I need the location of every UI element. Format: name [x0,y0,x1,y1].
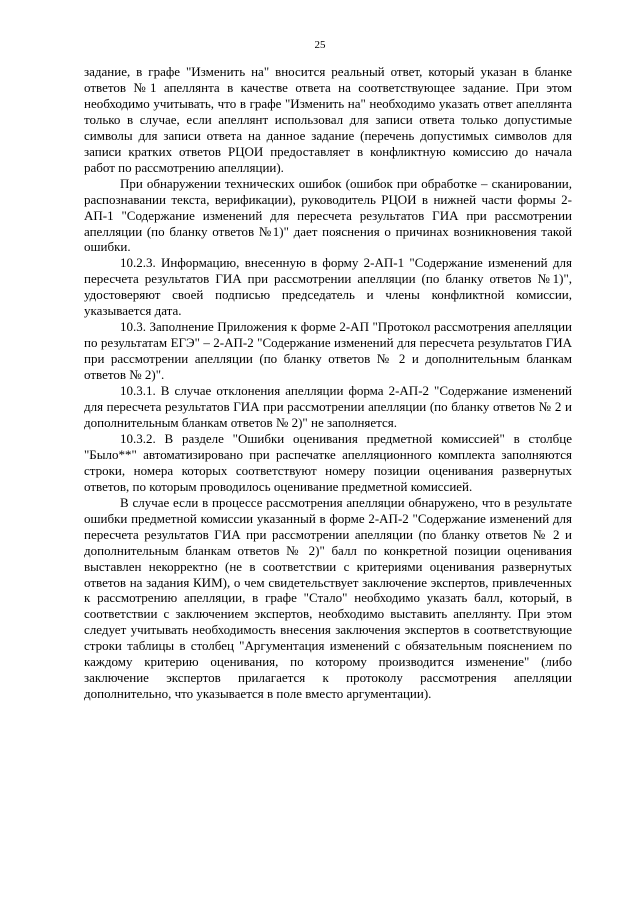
paragraph-10-3-2: 10.3.2. В разделе "Ошибки оценивания предметной комиссией" в столбце "Было**" автоматизировано при распечатке апелляционного комплекта заполняются строки, номера которых соответствуют номеру позиции оценивания развернутых ответов, по которым проводилось оценивание предметной комиссией. [84,430,572,494]
paragraph-technical-errors: При обнаружении технических ошибок (ошибок при обработке – сканировании, распознавании текста, верификации), руководитель РЦОИ в нижней части формы 2-АП-1 "Содержание изменений для пересчета результатов ГИА при рассмотрении апелляции (по бланку ответов №1)" дает пояснения о причинах возникновения такой ошибки. [84,175,572,255]
paragraph-10-2-3: 10.2.3. Информацию, внесенную в форму 2-АП-1 "Содержание изменений для пересчета результатов ГИА при рассмотрении апелляции (по бланку ответов №1)", удостоверяют своей подписью председатель и члены конфликтной комиссии, указывается дата. [84,255,572,319]
paragraph-answer-replacement: задание, в графе "Изменить на" вносится реальный ответ, который указан в бланке ответов №1 апеллянта в качестве ответа на соответствующее задание. При этом необходимо учитывать, что в графе "Изменить на" необходимо указать ответ апеллянта только в случае, если апеллянт использовал для записи ответа только допустимые символы для записи ответа на данное задание (перечень допустимых символов для записи кратких ответов РЦОИ предоставляет в конфликтную комиссию до начала работ по рассмотрению апелляции). [84,64,572,175]
paragraph-10-3: 10.3. Заполнение Приложения к форме 2-АП "Протокол рассмотрения апелляции по результатам ЕГЭ" – 2-АП-2 "Содержание изменений для пересчета результатов ГИА при рассмотрении апелляции (по бланку ответов № 2 и дополнительным бланкам ответов № 2)". [84,319,572,383]
page-number: 25 [314,39,326,51]
document-body [84,64,572,702]
paragraph-10-3-1: 10.3.1. В случае отклонения апелляции форма 2-АП-2 "Содержание изменений для пересчета результатов ГИА при рассмотрении апелляции (по бланку ответов № 2 и дополнительным бланкам ответов № 2)" не заполняется. [84,383,572,430]
paragraph-scoring-error-case: В случае если в процессе рассмотрения апелляции обнаружено, что в результате ошибки предметной комиссии указанный в форме 2-АП-2 "Содержание изменений для пересчета результатов ГИА при рассмотрении апелляции (по бланку ответов № 2 и дополнительным бланкам ответов № 2)" балл по конкретной позиции оценивания выставлен некорректно (не в соответствии с критериями оценивания развернутых ответов на задания КИМ), о чем свидетельствует заключение экспертов, привлеченных к рассмотрению апелляции, в графе "Стало" необходимо указать балл, который, в соответствии с заключением экспертов, необходимо выставить апеллянту. При этом следует учитывать необходимость внесения заключения экспертов в соответствующие строки таблицы в столбец "Аргументация изменений с обязательным пояснением по каждому критерию оценивания, по которому производится изменение" (либо заключение экспертов прилагается к протоколу рассмотрения апелляции дополнительно, что указывается в поле вместо аргументации). [84,494,572,702]
